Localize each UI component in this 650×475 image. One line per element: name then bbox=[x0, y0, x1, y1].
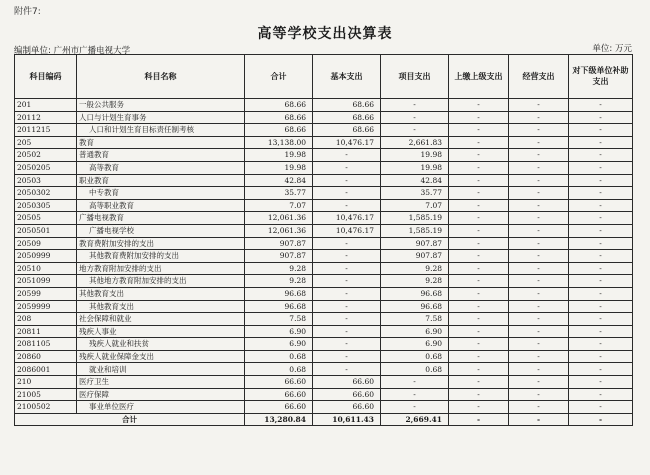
row-basic: - bbox=[313, 237, 381, 250]
row-project: 2,661.83 bbox=[381, 136, 449, 149]
row-basic: - bbox=[313, 350, 381, 363]
row-name: 教育 bbox=[77, 136, 245, 149]
row-upper: - bbox=[449, 300, 509, 313]
row-name: 其他教育支出 bbox=[77, 300, 245, 313]
row-total: 96.68 bbox=[245, 300, 313, 313]
row-project: 1,585.19 bbox=[381, 224, 449, 237]
header-basic: 基本支出 bbox=[313, 55, 381, 99]
row-code: 2011215 bbox=[15, 124, 77, 137]
row-upper: - bbox=[449, 287, 509, 300]
row-operating: - bbox=[509, 124, 569, 137]
row-upper: - bbox=[449, 149, 509, 162]
row-basic: 10,476.17 bbox=[313, 224, 381, 237]
row-name: 普通教育 bbox=[77, 149, 245, 162]
row-upper: - bbox=[449, 212, 509, 225]
row-operating: - bbox=[509, 325, 569, 338]
row-project: - bbox=[381, 401, 449, 414]
page-title: 高等学校支出决算表 bbox=[257, 26, 393, 42]
header-upper: 上缴上级支出 bbox=[449, 55, 509, 99]
row-subsidy: - bbox=[569, 376, 633, 389]
table-row bbox=[15, 250, 633, 263]
row-operating: - bbox=[509, 187, 569, 200]
row-operating: - bbox=[509, 313, 569, 326]
row-basic: - bbox=[313, 174, 381, 187]
row-operating: - bbox=[509, 149, 569, 162]
row-project: 96.68 bbox=[381, 287, 449, 300]
row-name: 其他教育支出 bbox=[77, 287, 245, 300]
row-upper: - bbox=[449, 262, 509, 275]
row-upper: - bbox=[449, 99, 509, 112]
row-name: 高等职业教育 bbox=[77, 199, 245, 212]
attachment-label: 附件7: bbox=[14, 7, 41, 17]
row-subsidy: - bbox=[569, 187, 633, 200]
row-code: 2050305 bbox=[15, 199, 77, 212]
header-project: 项目支出 bbox=[381, 55, 449, 99]
row-total: 42.84 bbox=[245, 174, 313, 187]
row-subsidy: - bbox=[569, 401, 633, 414]
row-basic: - bbox=[313, 149, 381, 162]
total-subsidy: - bbox=[569, 413, 633, 426]
table-row bbox=[15, 313, 633, 326]
row-total: 12,061.36 bbox=[245, 212, 313, 225]
table-row bbox=[15, 224, 633, 237]
header-subsidy: 对下级单位补助支出 bbox=[569, 55, 633, 99]
row-basic: 66.60 bbox=[313, 388, 381, 401]
row-basic: - bbox=[313, 161, 381, 174]
row-basic: 66.60 bbox=[313, 401, 381, 414]
row-subsidy: - bbox=[569, 212, 633, 225]
row-name: 地方教育附加安排的支出 bbox=[77, 262, 245, 275]
table-row bbox=[15, 212, 633, 225]
row-name: 医疗保障 bbox=[77, 388, 245, 401]
row-upper: - bbox=[449, 275, 509, 288]
table-row bbox=[15, 338, 633, 351]
row-name: 广播电视学校 bbox=[77, 224, 245, 237]
row-upper: - bbox=[449, 187, 509, 200]
table-row bbox=[15, 401, 633, 414]
row-total: 66.60 bbox=[245, 388, 313, 401]
table-row bbox=[15, 161, 633, 174]
row-operating: - bbox=[509, 250, 569, 263]
row-operating: - bbox=[509, 376, 569, 389]
table-row bbox=[15, 237, 633, 250]
row-total: 19.98 bbox=[245, 161, 313, 174]
row-operating: - bbox=[509, 350, 569, 363]
row-basic: 10,476.17 bbox=[313, 136, 381, 149]
row-name: 残疾人事业 bbox=[77, 325, 245, 338]
row-basic: 68.66 bbox=[313, 99, 381, 112]
header-name: 科目名称 bbox=[77, 55, 245, 99]
row-project: 907.87 bbox=[381, 250, 449, 263]
row-operating: - bbox=[509, 161, 569, 174]
row-name: 就业和培训 bbox=[77, 363, 245, 376]
row-upper: - bbox=[449, 237, 509, 250]
row-basic: 68.66 bbox=[313, 111, 381, 124]
row-code: 20503 bbox=[15, 174, 77, 187]
row-name: 事业单位医疗 bbox=[77, 401, 245, 414]
row-project: - bbox=[381, 388, 449, 401]
row-operating: - bbox=[509, 401, 569, 414]
row-operating: - bbox=[509, 300, 569, 313]
row-operating: - bbox=[509, 275, 569, 288]
table-row bbox=[15, 300, 633, 313]
row-subsidy: - bbox=[569, 250, 633, 263]
table-row bbox=[15, 199, 633, 212]
row-subsidy: - bbox=[569, 388, 633, 401]
row-subsidy: - bbox=[569, 124, 633, 137]
compiling-unit: 编制单位: 广州市广播电视大学 bbox=[14, 46, 131, 56]
row-upper: - bbox=[449, 199, 509, 212]
row-upper: - bbox=[449, 338, 509, 351]
table-row bbox=[15, 325, 633, 338]
row-name: 社会保障和就业 bbox=[77, 313, 245, 326]
row-basic: 66.60 bbox=[313, 376, 381, 389]
row-code: 210 bbox=[15, 376, 77, 389]
row-basic: - bbox=[313, 300, 381, 313]
row-subsidy: - bbox=[569, 237, 633, 250]
row-project: 907.87 bbox=[381, 237, 449, 250]
row-subsidy: - bbox=[569, 111, 633, 124]
row-code: 2050501 bbox=[15, 224, 77, 237]
row-total: 13,138.00 bbox=[245, 136, 313, 149]
table-row bbox=[15, 149, 633, 162]
row-basic: 10,476.17 bbox=[313, 212, 381, 225]
row-operating: - bbox=[509, 111, 569, 124]
table-row bbox=[15, 174, 633, 187]
expenditure-table bbox=[14, 54, 633, 426]
row-total: 7.07 bbox=[245, 199, 313, 212]
table-row bbox=[15, 262, 633, 275]
row-code: 2050999 bbox=[15, 250, 77, 263]
row-basic: - bbox=[313, 325, 381, 338]
row-project: 6.90 bbox=[381, 325, 449, 338]
row-operating: - bbox=[509, 338, 569, 351]
row-subsidy: - bbox=[569, 287, 633, 300]
row-operating: - bbox=[509, 174, 569, 187]
row-operating: - bbox=[509, 212, 569, 225]
header-total: 合计 bbox=[245, 55, 313, 99]
row-subsidy: - bbox=[569, 224, 633, 237]
row-operating: - bbox=[509, 363, 569, 376]
row-upper: - bbox=[449, 111, 509, 124]
row-name: 其他教育费附加安排的支出 bbox=[77, 250, 245, 263]
row-subsidy: - bbox=[569, 262, 633, 275]
row-project: 42.84 bbox=[381, 174, 449, 187]
row-project: - bbox=[381, 376, 449, 389]
row-basic: - bbox=[313, 338, 381, 351]
row-operating: - bbox=[509, 99, 569, 112]
row-total: 19.98 bbox=[245, 149, 313, 162]
row-subsidy: - bbox=[569, 199, 633, 212]
row-total: 6.90 bbox=[245, 325, 313, 338]
total-project: 2,669.41 bbox=[381, 413, 449, 426]
row-project: 19.98 bbox=[381, 149, 449, 162]
row-upper: - bbox=[449, 124, 509, 137]
table-row bbox=[15, 111, 633, 124]
row-upper: - bbox=[449, 363, 509, 376]
row-name: 职业教育 bbox=[77, 174, 245, 187]
row-code: 20811 bbox=[15, 325, 77, 338]
row-basic: 68.66 bbox=[313, 124, 381, 137]
row-operating: - bbox=[509, 388, 569, 401]
total-operating: - bbox=[509, 413, 569, 426]
row-subsidy: - bbox=[569, 300, 633, 313]
row-subsidy: - bbox=[569, 174, 633, 187]
header-operating: 经营支出 bbox=[509, 55, 569, 99]
row-upper: - bbox=[449, 161, 509, 174]
row-upper: - bbox=[449, 224, 509, 237]
row-total: 7.58 bbox=[245, 313, 313, 326]
row-code: 20510 bbox=[15, 262, 77, 275]
row-upper: - bbox=[449, 313, 509, 326]
row-total: 9.28 bbox=[245, 275, 313, 288]
row-name: 广播电视教育 bbox=[77, 212, 245, 225]
row-name: 残疾人就业保障金支出 bbox=[77, 350, 245, 363]
row-code: 2081105 bbox=[15, 338, 77, 351]
row-basic: - bbox=[313, 187, 381, 200]
row-subsidy: - bbox=[569, 275, 633, 288]
row-subsidy: - bbox=[569, 136, 633, 149]
table-row bbox=[15, 287, 633, 300]
table-row bbox=[15, 388, 633, 401]
row-name: 中专教育 bbox=[77, 187, 245, 200]
row-total: 12,061.36 bbox=[245, 224, 313, 237]
row-subsidy: - bbox=[569, 338, 633, 351]
row-code: 205 bbox=[15, 136, 77, 149]
table-row bbox=[15, 99, 633, 112]
row-upper: - bbox=[449, 250, 509, 263]
row-total: 66.60 bbox=[245, 401, 313, 414]
row-code: 208 bbox=[15, 313, 77, 326]
row-subsidy: - bbox=[569, 350, 633, 363]
total-upper: - bbox=[449, 413, 509, 426]
row-total: 9.28 bbox=[245, 262, 313, 275]
row-basic: - bbox=[313, 313, 381, 326]
row-project: - bbox=[381, 111, 449, 124]
row-code: 2050205 bbox=[15, 161, 77, 174]
row-total: 66.60 bbox=[245, 376, 313, 389]
row-code: 20860 bbox=[15, 350, 77, 363]
row-project: 7.58 bbox=[381, 313, 449, 326]
row-code: 2059999 bbox=[15, 300, 77, 313]
header-code: 科目编码 bbox=[15, 55, 77, 99]
row-name: 教育费附加安排的支出 bbox=[77, 237, 245, 250]
table-row bbox=[15, 124, 633, 137]
row-upper: - bbox=[449, 376, 509, 389]
row-project: - bbox=[381, 99, 449, 112]
row-total: 35.77 bbox=[245, 187, 313, 200]
row-name: 医疗卫生 bbox=[77, 376, 245, 389]
row-upper: - bbox=[449, 350, 509, 363]
table-row bbox=[15, 376, 633, 389]
row-code: 20505 bbox=[15, 212, 77, 225]
row-total: 68.66 bbox=[245, 124, 313, 137]
row-code: 2051099 bbox=[15, 275, 77, 288]
row-project: 7.07 bbox=[381, 199, 449, 212]
row-code: 2050302 bbox=[15, 187, 77, 200]
row-code: 201 bbox=[15, 99, 77, 112]
row-subsidy: - bbox=[569, 99, 633, 112]
row-operating: - bbox=[509, 287, 569, 300]
row-subsidy: - bbox=[569, 325, 633, 338]
row-project: 96.68 bbox=[381, 300, 449, 313]
row-basic: - bbox=[313, 363, 381, 376]
row-total: 6.90 bbox=[245, 338, 313, 351]
row-project: - bbox=[381, 124, 449, 137]
total-basic: 10,611.43 bbox=[313, 413, 381, 426]
row-total: 68.66 bbox=[245, 99, 313, 112]
row-upper: - bbox=[449, 401, 509, 414]
table-row bbox=[15, 187, 633, 200]
row-name: 高等教育 bbox=[77, 161, 245, 174]
table-row bbox=[15, 363, 633, 376]
row-total: 68.66 bbox=[245, 111, 313, 124]
row-operating: - bbox=[509, 136, 569, 149]
row-total: 907.87 bbox=[245, 237, 313, 250]
row-subsidy: - bbox=[569, 363, 633, 376]
row-code: 20599 bbox=[15, 287, 77, 300]
row-project: 9.28 bbox=[381, 262, 449, 275]
row-name: 人口和计划生育目标责任制考核 bbox=[77, 124, 245, 137]
table-row bbox=[15, 136, 633, 149]
total-total: 13,280.84 bbox=[245, 413, 313, 426]
row-subsidy: - bbox=[569, 313, 633, 326]
row-code: 2100502 bbox=[15, 401, 77, 414]
row-name: 人口与计划生育事务 bbox=[77, 111, 245, 124]
total-row bbox=[15, 413, 633, 426]
row-name: 一般公共服务 bbox=[77, 99, 245, 112]
row-name: 残疾人就业和扶贫 bbox=[77, 338, 245, 351]
row-basic: - bbox=[313, 199, 381, 212]
row-basic: - bbox=[313, 262, 381, 275]
row-operating: - bbox=[509, 262, 569, 275]
total-label: 合计 bbox=[15, 413, 245, 426]
row-upper: - bbox=[449, 174, 509, 187]
row-subsidy: - bbox=[569, 161, 633, 174]
row-code: 2086001 bbox=[15, 363, 77, 376]
row-operating: - bbox=[509, 224, 569, 237]
row-project: 9.28 bbox=[381, 275, 449, 288]
row-operating: - bbox=[509, 199, 569, 212]
row-project: 0.68 bbox=[381, 350, 449, 363]
currency-unit: 单位: 万元 bbox=[592, 44, 632, 54]
table-header-row bbox=[15, 55, 633, 99]
row-upper: - bbox=[449, 325, 509, 338]
row-total: 96.68 bbox=[245, 287, 313, 300]
row-project: 35.77 bbox=[381, 187, 449, 200]
row-code: 21005 bbox=[15, 388, 77, 401]
row-code: 20509 bbox=[15, 237, 77, 250]
row-project: 6.90 bbox=[381, 338, 449, 351]
row-basic: - bbox=[313, 275, 381, 288]
row-project: 19.98 bbox=[381, 161, 449, 174]
row-total: 0.68 bbox=[245, 363, 313, 376]
row-name: 其他地方教育附加安排的支出 bbox=[77, 275, 245, 288]
row-total: 0.68 bbox=[245, 350, 313, 363]
table-row bbox=[15, 350, 633, 363]
table-row bbox=[15, 275, 633, 288]
row-basic: - bbox=[313, 287, 381, 300]
row-subsidy: - bbox=[569, 149, 633, 162]
row-project: 1,585.19 bbox=[381, 212, 449, 225]
row-operating: - bbox=[509, 237, 569, 250]
row-code: 20502 bbox=[15, 149, 77, 162]
row-project: 0.68 bbox=[381, 363, 449, 376]
row-upper: - bbox=[449, 388, 509, 401]
row-basic: - bbox=[313, 250, 381, 263]
row-code: 20112 bbox=[15, 111, 77, 124]
row-total: 907.87 bbox=[245, 250, 313, 263]
row-upper: - bbox=[449, 136, 509, 149]
